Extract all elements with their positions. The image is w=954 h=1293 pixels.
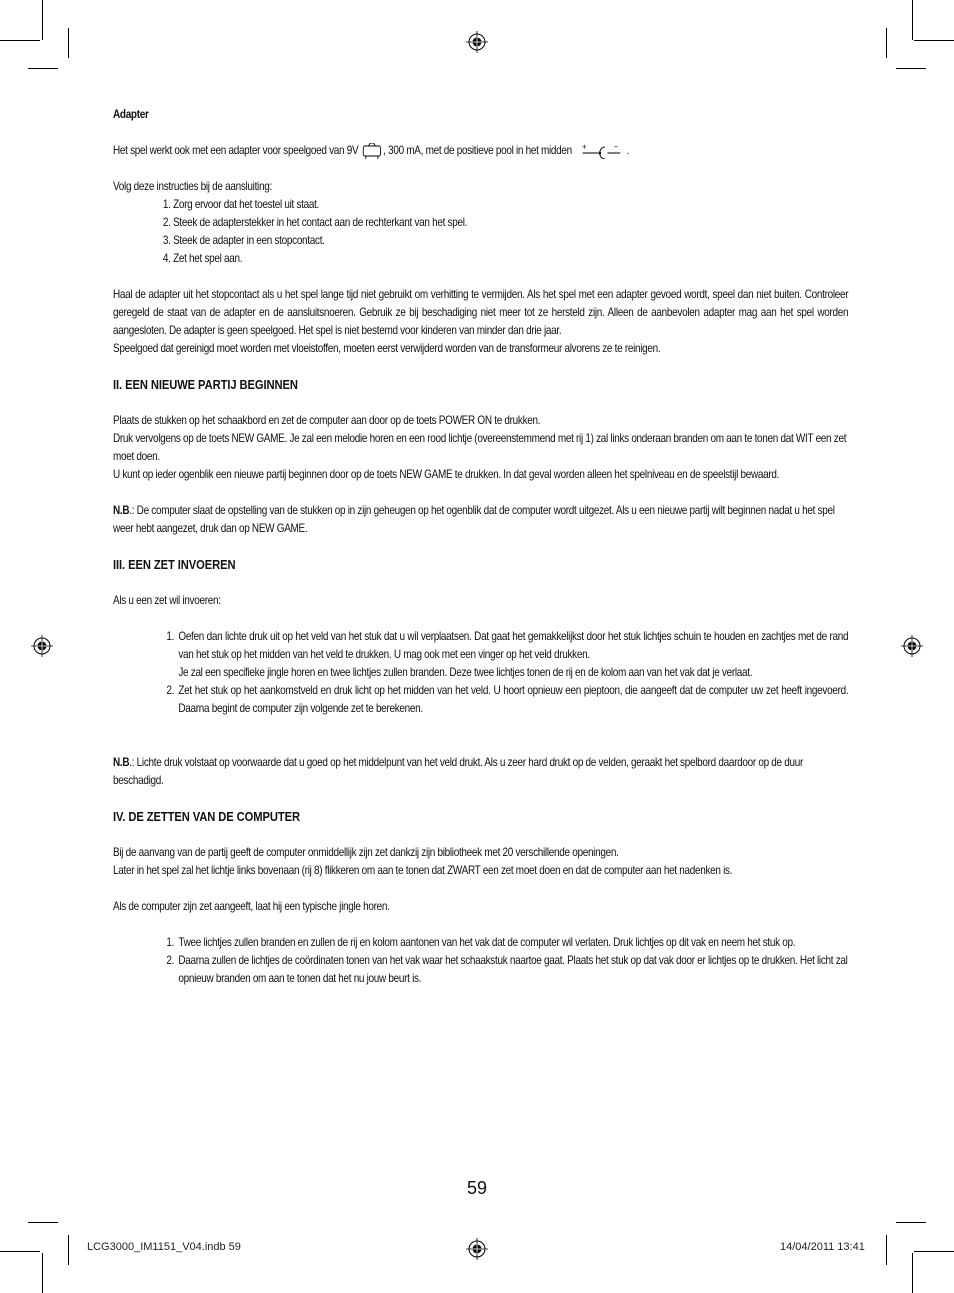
section-heading: IV. DE ZETTEN VAN DE COMPUTER (113, 809, 300, 824)
adapter-step: 1. Zorg ervoor dat het toestel uit staat. (162, 198, 320, 211)
polarity-center-positive-icon (580, 143, 625, 159)
crop-mark-icon (28, 68, 58, 69)
adapter-intro (113, 142, 848, 160)
list-item (166, 934, 848, 952)
crop-mark-icon (914, 1251, 954, 1252)
note-text: .: De computer slaat de opstelling van de stukken op in zijn geheugen op het ogenblik dat de computer wordt uitgezet. Als u een nieuwe partij wilt beginnen nadat u het spel weer hebt aangezet, druk dan op NEW GAME. (113, 504, 835, 535)
crop-mark-icon (886, 28, 887, 58)
page-content (113, 106, 848, 988)
registration-mark-icon (31, 635, 53, 657)
crop-mark-icon (0, 40, 40, 41)
note-text: .: Lichte druk volstaat op voorwaarde dat u goed op het middelpunt van het veld drukt. Als u zeer hard drukt op de velden, geraakt het spelbord daardoor op de duur beschadigd. (113, 756, 804, 787)
adapter-intro-end: . (626, 144, 630, 157)
paragraph: Plaats de stukken op het schaakbord en zet de computer aan door op de toets POWER ON te drukken. (113, 414, 541, 427)
note (113, 502, 848, 538)
registration-mark-icon (466, 31, 488, 53)
adapter-instructions-intro: Volg deze instructies bij de aansluiting: (113, 180, 272, 193)
adapter-intro-mid: , 300 mA, met de positieve pool in het midden (383, 144, 572, 157)
section-heading: III. EEN ZET INVOEREN (113, 557, 236, 572)
crop-mark-icon (68, 28, 69, 58)
list-text-extra: Je zal een specifieke jingle horen en twee lichtjes zullen branden. Deze twee lichtjes tonen de rij en de kolom aan van het vak dat je verlaat. (178, 666, 753, 679)
adapter-step: 3. Steek de adapter in een stopcontact. (162, 234, 325, 247)
page-number: 59 (466, 1178, 488, 1198)
adapter-cleaning: Speelgoed dat gereinigd moet worden met vloeistoffen, moeten eerst verwijderd worden van de transformeur alvorens ze te reinigen. (113, 342, 661, 355)
list-text: Oefen dan lichte druk uit op het veld van het stuk dat u wil verplaatsen. Dat gaat het gemakkelijkst door het stuk lichtjes schuin te houden en zachtjes met de rand van het stuk op het midden van het veld te drukken. U mag ook met een vinger op het veld drukken. (178, 630, 849, 661)
crop-mark-icon (912, 1253, 913, 1293)
note-label: N.B (113, 504, 130, 517)
paragraph: Druk vervolgens op de toets NEW GAME. Je zal een melodie horen en een rood lichtje (overeenstemmend met rij 1) zal links onderaan branden om aan te tonen dat WIT een zet moet doen. (113, 432, 847, 463)
list-text: Twee lichtjes zullen branden en zullen de rij en kolom aantonen van het vak dat de computer wil verlaten. Druk lichtjes op dit vak en neem het stuk op. (178, 936, 796, 949)
adapter-step: 4. Zet het spel aan. (162, 252, 243, 265)
crop-mark-icon (886, 1235, 887, 1265)
list-item (166, 682, 848, 718)
crop-mark-icon (912, 0, 913, 40)
crop-mark-icon (0, 1251, 40, 1252)
list-text: Daarna zullen de lichtjes de coördinaten tonen van het vak waar het schaakstuk naartoe gaat. Plaats het stuk op dat vak door er lichtjes op te drukken. Het licht zal opnieuw branden om aan te tonen dat het nu jouw beurt is. (178, 954, 848, 985)
input-steps-list (113, 628, 848, 718)
list-number: 1. (166, 630, 175, 643)
adapter-warning: Haal de adapter uit het stopcontact als u het spel lange tijd niet gebruikt om verhitting te vermijden. Als het spel met een adapter gevoed wordt, speel dan niet buiten. Controleer geregeld de staat van de adapter en de aansluitsnoeren. Gebruik ze bij beschadiging niet meer tot ze hersteld zijn. Alleen de aanbevolen adapter mag aan het spel worden aangesloten. De adapter is geen speelgoed. Het spel is niet bestemd voor kinderen van minder dan drie jaar. (113, 288, 849, 337)
svg-text:−: − (613, 142, 619, 152)
paragraph: Later in het spel zal het lichtje links bovenaan (rij 8) flikkeren om aan te tonen dat ZWART een zet moet doen en dat de computer aan het nadenken is. (113, 864, 733, 877)
note-label: N.B (113, 756, 130, 769)
date-slug: 14/04/2011 13:41 (780, 1241, 865, 1253)
crop-mark-icon (896, 68, 926, 69)
crop-mark-icon (68, 1235, 69, 1265)
crop-mark-icon (28, 1222, 58, 1223)
crop-mark-icon (914, 40, 954, 41)
crop-mark-icon (896, 1222, 926, 1223)
crop-mark-icon (42, 0, 43, 40)
adapter-intro-before: Het spel werkt ook met een adapter voor speelgoed van 9V (113, 144, 359, 157)
section-heading: II. EEN NIEUWE PARTIJ BEGINNEN (113, 377, 298, 392)
list-number: 2. (166, 954, 175, 967)
adapter-title: Adapter (113, 108, 149, 121)
adapter-plug-icon (361, 143, 383, 159)
paragraph: Bij de aanvang van de partij geeft de computer onmiddellijk zijn zet dankzij zijn bibliotheek met 20 verschillende openingen. (113, 846, 619, 859)
paragraph: U kunt op ieder ogenblik een nieuwe partij beginnen door op de toets NEW GAME te drukken. In dat geval worden alleen het spelniveau en de speelstijl bewaard. (113, 468, 780, 481)
svg-text:+: + (582, 142, 587, 152)
paragraph: Als de computer zijn zet aangeeft, laat hij een typische jingle horen. (113, 900, 390, 913)
computer-steps-list (113, 934, 848, 988)
list-item (166, 628, 848, 682)
paragraph: Als u een zet wil invoeren: (113, 594, 221, 607)
registration-mark-icon (901, 635, 923, 657)
list-number: 2. (166, 684, 175, 697)
crop-mark-icon (42, 1253, 43, 1293)
adapter-step: 2. Steek de adapterstekker in het contact aan de rechterkant van het spel. (162, 216, 468, 229)
list-item (166, 952, 848, 988)
note (113, 754, 848, 790)
list-number: 1. (166, 936, 175, 949)
file-slug: LCG3000_IM1151_V04.indb 59 (87, 1241, 241, 1253)
registration-mark-icon (466, 1238, 488, 1260)
list-text: Zet het stuk op het aankomstveld en druk licht op het midden van het veld. U hoort opnieuw een pieptoon, die aangeeft dat de computer uw zet heeft ingevoerd. Daarna begint de computer zijn volgende zet te berekenen. (178, 684, 849, 715)
